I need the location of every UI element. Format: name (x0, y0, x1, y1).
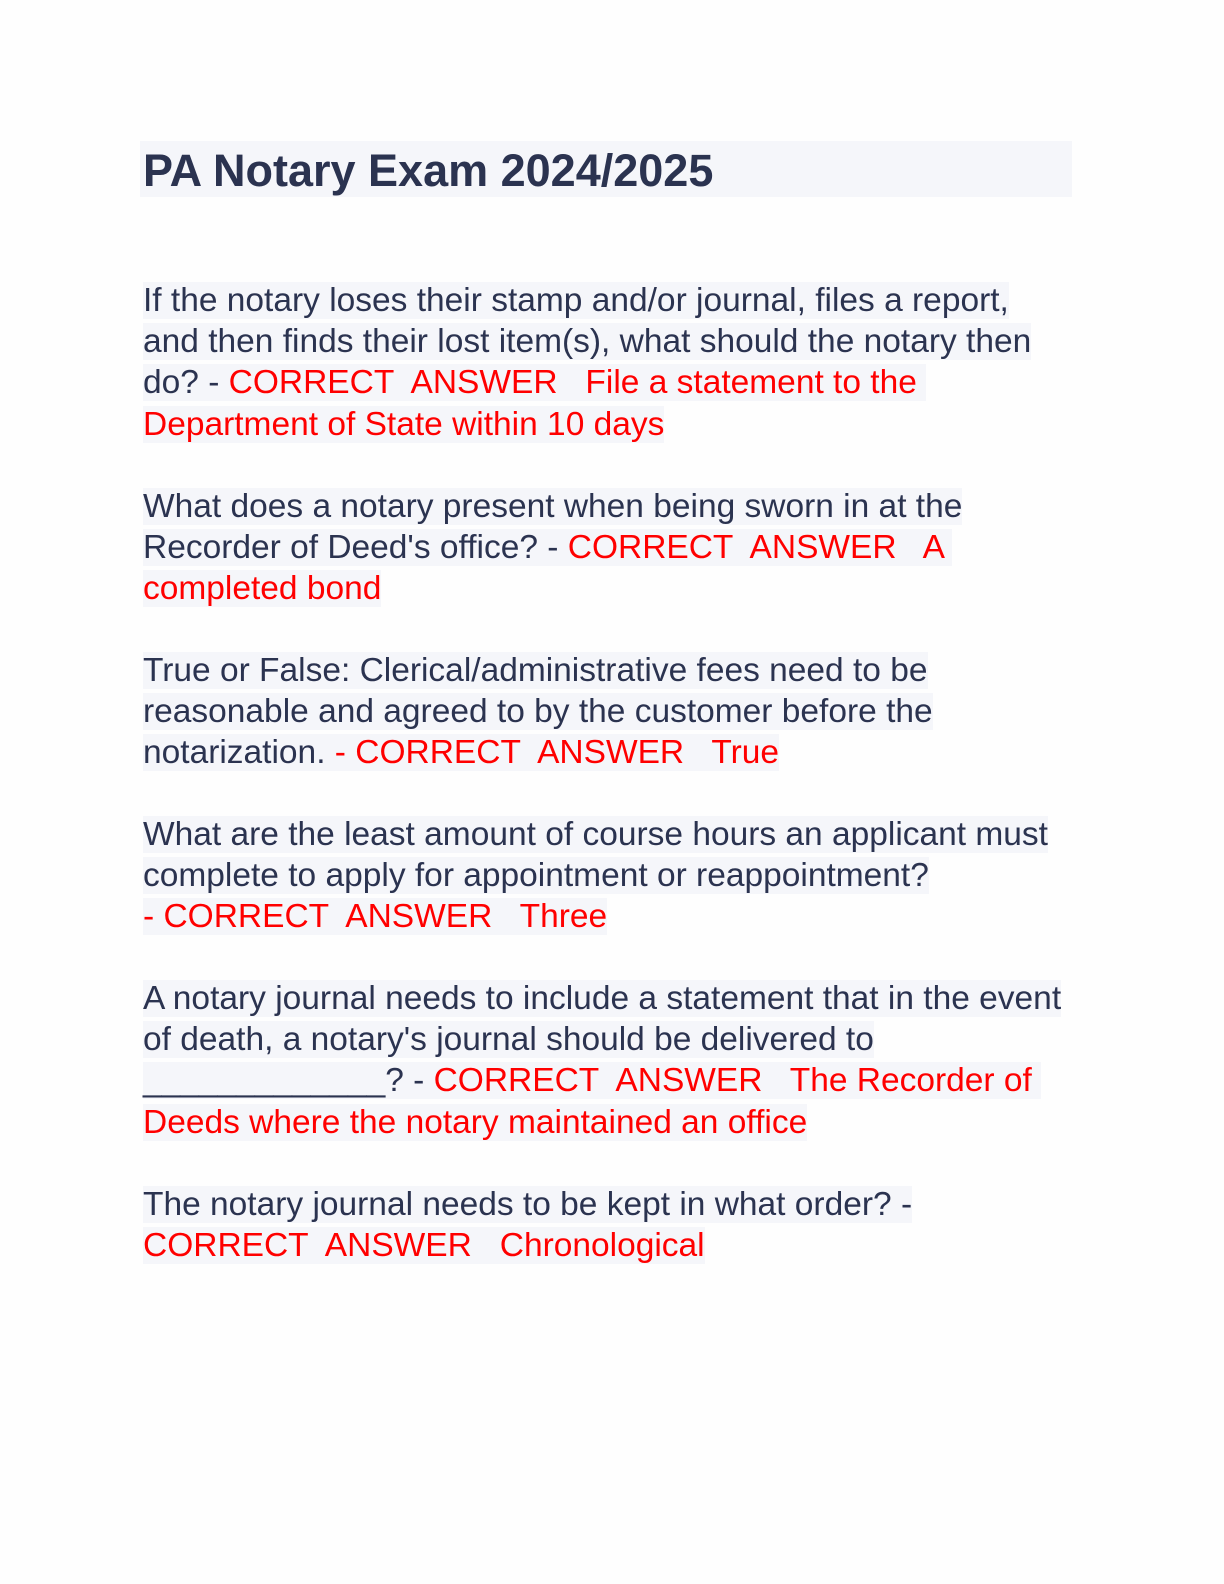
answer-3: - CORRECT ANSWER True (325, 734, 780, 772)
answer-5: CORRECT ANSWER The Recorder of Deeds where the notary maintained an office (143, 1062, 1042, 1141)
question-4: What are the least amount of course hours an applicant must complete to apply for appointment or reappointment? (143, 816, 1048, 895)
answer-1: CORRECT ANSWER File a statement to the Department of State within 10 days (143, 364, 927, 443)
qa-item-1 (143, 280, 1073, 445)
qa-item-5-text (143, 980, 1061, 1141)
qa-item-3-text (143, 652, 933, 771)
qa-item-4 (143, 814, 1073, 938)
qa-item-6-text (143, 1186, 912, 1264)
qa-item-1-text (143, 282, 1031, 443)
question-3: True or False: Clerical/administrative fees need to be reasonable and agreed to by the customer before the notarization. (143, 652, 933, 772)
qa-item-5 (143, 978, 1073, 1143)
document-title: PA Notary Exam 2024/2025 (143, 145, 714, 196)
qa-item-2-text (143, 488, 962, 607)
question-6: The notary journal needs to be kept in what order? - (143, 1186, 913, 1223)
qa-item-4-text (143, 816, 1048, 935)
question-1: If the notary loses their stamp and/or journal, files a report, and then finds their lost item(s), what should the notary then do? - (143, 282, 1032, 402)
qa-item-2 (143, 486, 1073, 610)
answer-6: CORRECT ANSWER Chronological (143, 1227, 705, 1265)
qa-item-6 (143, 1184, 1073, 1266)
qa-item-3 (143, 650, 1073, 774)
question-5: A notary journal needs to include a statement that in the event of death, a notary's journal should be delivered to _____________? - (143, 980, 1062, 1100)
answer-2: CORRECT ANSWER A completed bond (143, 529, 953, 608)
answer-4: - CORRECT ANSWER Three (143, 898, 608, 936)
question-2: What does a notary present when being sworn in at the Recorder of Deed's office? - (143, 488, 963, 567)
